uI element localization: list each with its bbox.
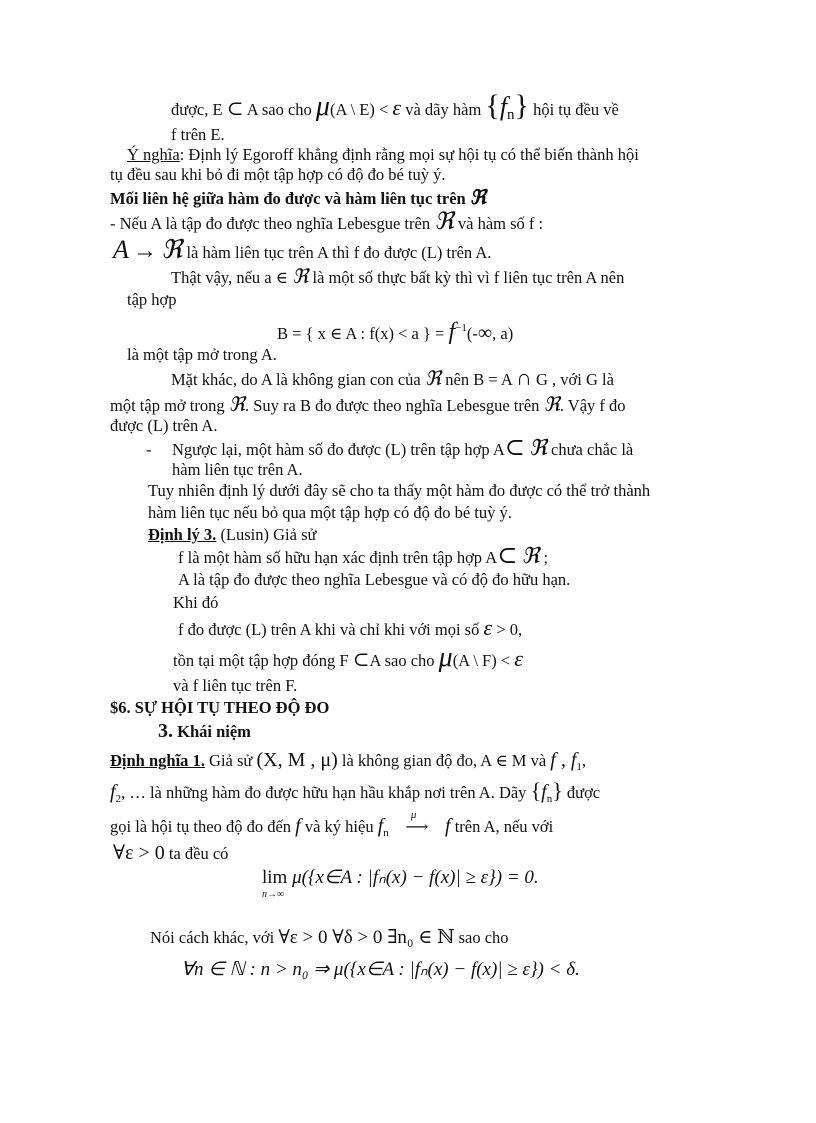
intersection-symbol: ∩ (516, 365, 532, 390)
f-symbol: f (448, 319, 456, 345)
text-line: và f liên tục trên F. (173, 676, 298, 695)
text-fragment: và dãy hàm (405, 100, 482, 119)
text-fragment: chưa chắc là (551, 440, 634, 459)
superscript: −1 (455, 322, 467, 334)
text-line: Khi đó (173, 593, 219, 612)
text-line: - Ngược lại, một hàm số đo được (L) trên tập hợp A⊂ ℜ chưa chắc là (146, 435, 634, 461)
forall-epsilon: ∀ε > 0 (113, 842, 165, 864)
text-line: hàm liên tục nếu bỏ qua một tập hợp có độ đo bé tuỳ ý. (148, 503, 512, 522)
text-fragment: A sao cho (369, 651, 435, 670)
epsilon-symbol: ε (514, 646, 523, 671)
text-line (173, 642, 523, 673)
reals-symbol: ℜ (528, 436, 547, 461)
text-fragment: f đo được (L) trên A khi và chỉ khi với mọi số (178, 620, 480, 639)
text-fragment: (A \ F) < (452, 651, 511, 670)
text-fragment: . Suy ra B đo được theo nghĩa Lebesgue trên (245, 396, 540, 415)
reals-symbol: ℜ (292, 264, 309, 288)
text-fragment: là không gian độ đo, A (341, 751, 492, 770)
text-fragment: f là một hàm số hữu hạn xác định trên tập hợp A (178, 548, 498, 567)
text-line: là một tập mở trong A. (127, 345, 277, 364)
subsection-heading (158, 721, 251, 742)
label-y-nghia: Ý nghĩa (127, 145, 180, 164)
mu-symbol: μ (315, 91, 330, 122)
infinity-symbol: ∞ (477, 322, 493, 344)
text-line (127, 145, 639, 165)
reals-symbol: ℜ (161, 235, 183, 265)
reals-symbol: ℜ (521, 544, 540, 569)
reals-symbol: ℜ (469, 185, 487, 209)
text-fragment: gọi là hội tụ theo độ đo đến (110, 817, 292, 836)
text-line (110, 207, 544, 235)
lim-word: lim (262, 867, 288, 888)
text-fragment: Thật vậy, nếu a (171, 268, 272, 287)
text-fragment: Giả sử (204, 751, 253, 770)
text-fragment: một tập mở trong (110, 396, 225, 415)
text-fragment: (Lusin) Giả sử (216, 525, 317, 544)
text-line: được (L) trên A. (110, 416, 218, 435)
text-fragment: Mối liên hệ giữa hàm đo được và hàm liên tục trên (110, 189, 466, 208)
final-formula (181, 958, 580, 981)
limit-body: μ({x∈A : |fₙ(x) − f(x)| ≥ ε}) = 0. (292, 867, 539, 888)
brace-symbol: { (485, 89, 500, 122)
element-symbol: ∈ (329, 324, 343, 343)
text-line: Định nghĩa 1. Giả sử (X, M , μ) là không gian độ đo, A ∈ M và f , $f_1$, (110, 749, 587, 773)
text-fragment: tồn tại một tập hợp đóng F (173, 651, 349, 670)
text-fragment: A sao cho (246, 100, 312, 119)
subset-symbol: ⊂ (504, 435, 525, 461)
final-formula-text: ∀n ∈ ℕ : n > n₀ ⇒ μ({x∈A : |fₙ(x) − f(x)| ≥ ε}) < δ. (181, 959, 580, 980)
text-fragment: - Nếu A là tập đo được theo nghĩa Lebesgue trên (110, 214, 431, 233)
text-fragment: > 0, (496, 620, 523, 639)
text-line (171, 89, 619, 125)
text-fragment: A : f(x) < a } = (345, 324, 445, 343)
theorem-label: Định lý 3. (148, 525, 217, 544)
lim-subscript: n→∞ (262, 889, 285, 900)
text-line: hàm liên tục trên A. (172, 460, 303, 479)
subset-symbol: ⊂ (226, 98, 244, 120)
text-fragment: B = { x (277, 324, 326, 343)
reals-symbol: ℜ (543, 392, 560, 416)
section-heading (110, 187, 486, 209)
text-line (171, 365, 614, 390)
text-line: gọi là hội tụ theo độ đo đến f và ký hiệu $f_n$ μ ⟶ f trên A, nếu với (110, 809, 554, 839)
text-line: A → ℜ là hàm liên tục trên A thì f đo được (L) trên A. (113, 235, 492, 265)
text-line: tụ đều sau khi bỏ đi một tập hợp có độ đo bé tuỳ ý. (110, 165, 446, 184)
text-fragment: và ký hiệu (304, 817, 374, 836)
text-fragment: được, E (171, 100, 223, 119)
text-fragment: , a) (492, 324, 514, 343)
text-line: f trên E. (171, 125, 225, 144)
reals-symbol: ℜ (434, 207, 454, 235)
text-fragment: Ngược lại, một hàm số đo được (L) trên tập hợp A (172, 440, 505, 459)
text-line (178, 615, 523, 640)
brace-symbol: } (514, 89, 529, 122)
text-line: A là tập đo được theo nghĩa Lebesgue và có độ đo hữu hạn. (178, 570, 571, 589)
measure-space-formula: (X, M , μ) (256, 749, 338, 771)
text-line (277, 318, 513, 344)
subsection-number: 3. (158, 720, 173, 742)
text-line (150, 928, 509, 948)
text-fragment: (A \ E) < (329, 100, 389, 119)
f2-symbol: f (110, 781, 116, 803)
epsilon-symbol: ε (392, 95, 402, 120)
mu-symbol: μ (438, 642, 453, 673)
definition-label: Định nghĩa 1. (110, 751, 205, 770)
text-fragment: là hàm liên tục trên A thì f đo được (L) trên A. (186, 243, 492, 262)
arrow-symbol: → (133, 238, 158, 264)
text-fragment: M và (511, 751, 547, 770)
text-fragment: (- (466, 324, 478, 343)
text-fragment: Nói cách khác, với (150, 928, 275, 947)
text-fragment: . Vậy f đo (559, 396, 626, 415)
text-fragment: nên B = A (445, 370, 512, 389)
text-fragment: sao cho (458, 928, 509, 947)
text-line: tập hợp (127, 290, 177, 309)
reals-symbol: ℜ (228, 392, 245, 416)
text-line: $f_2$, … là những hàm đo được hữu hạn hầu khắp nơi trên A. Dãy $\{f_n\}$ được (110, 778, 601, 805)
text-fragment: hội tụ đều về (533, 100, 619, 119)
equivalent-condition: ∀ε > 0 ∀δ > 0 ∃n₀ ∈ ℕ (278, 927, 455, 948)
text-line (171, 266, 624, 288)
convergence-notation: f (377, 815, 384, 837)
text-line (113, 843, 228, 864)
element-symbol: ∈ (495, 751, 508, 770)
fn-symbol: f (499, 92, 508, 121)
function-list: f , f (550, 749, 577, 771)
section-heading: $6. SỰ HỘI TỤ THEO ĐỘ ĐO (110, 698, 330, 717)
text-fragment: trên A, nếu với (454, 817, 554, 836)
reals-symbol: ℜ (424, 366, 442, 390)
text-fragment: và hàm số f : (457, 214, 544, 233)
text-fragment: , … là những hàm đo được hữu hạn hầu khắp nơi trên A. Dãy (121, 783, 527, 802)
text-fragment: : Định lý Egoroff khẳng định rằng mọi sự hội tụ có thể biến thành hội (179, 145, 639, 164)
text-fragment: là một số thực bất kỳ thì vì f liên tục trên A nên (312, 268, 625, 287)
text-line (148, 525, 316, 545)
text-fragment: Mặt khác, do A là không gian con của (171, 370, 421, 389)
subset-symbol: ⊂ (497, 543, 518, 569)
epsilon-symbol: ε (483, 615, 493, 640)
limit-formula (262, 866, 539, 900)
text-fragment: ; (543, 548, 549, 567)
text-fragment: được (566, 783, 601, 802)
text-line: Tuy nhiên định lý dưới đây sẽ cho ta thấy một hàm đo được có thể trở thành (148, 481, 651, 500)
subset-symbol: ⊂ (352, 649, 370, 671)
text-line (178, 543, 549, 569)
text-line (110, 394, 626, 416)
text-fragment: G , với G là (536, 370, 614, 389)
element-symbol: ∈ (275, 268, 288, 287)
text-fragment: Khái niệm (177, 722, 251, 741)
subscript: n (507, 107, 515, 123)
text-fragment: ta đều có (168, 844, 229, 863)
